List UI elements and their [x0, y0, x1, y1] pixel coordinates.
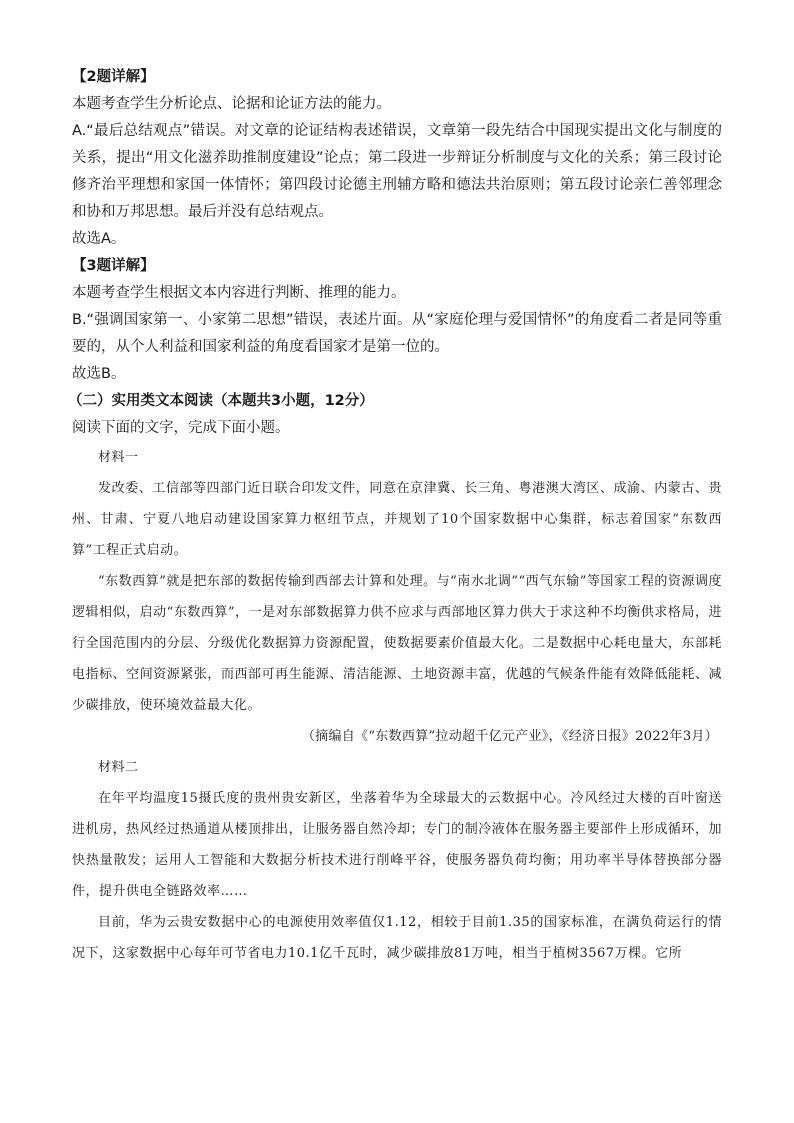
material2-paragraph-2: 目前，华为云贵安数据中心的电源使用效率值仅1.12，相较于目前1.35的国家标准，在满负荷运行的情况下，这家数据中心每年可节省电力10.1亿千瓦时，减少碳排放81万吨，相当于植树3567万棵。它所	[72, 915, 722, 961]
material2-paragraph-1: 在年平均温度15摄氏度的贵州贵安新区，坐落着华为全球最大的云数据中心。冷风经过大楼的百叶窗送进机房，热风经过热通道从楼顶排出，让服务器自然冷却；专门的制冷液体在服务器主要部件上形成循环，加快热量散发；运用人工智能和大数据分析技术进行削峰平谷，使服务器负荷均衡；用功率半导体替换部分器件，提升供电全链路效率……	[72, 791, 722, 899]
section-instruction: 阅读下面的文字，完成下面小题。	[72, 420, 290, 436]
document-body	[68, 64, 722, 969]
q2-intro: 本题考查学生分析论点、论据和论证方法的能力。	[72, 96, 391, 112]
q3-answer: 故选B。	[72, 366, 126, 382]
q2-heading: 【2题详解】	[72, 69, 155, 85]
material1-source: （摘编自《“东数西算”拉动超千亿元产业》，《经济日报》2022年3月）	[301, 729, 718, 744]
q3-analysis: B.“强调国家第一、小家第二思想”错误，表述片面。从“家庭伦理与爱国情怀”的角度看二者是同等重要的，从个人利益和国家利益的角度看国家才是第一位的。	[72, 312, 722, 355]
q2-analysis: A.“最后总结观点”错误。对文章的论证结构表述错误，文章第一段先结合中国现实提出文化与制度的关系，提出“用文化滋养助推制度建设”论点；第二段进一步辩证分析制度与文化的关系；第三段讨论修齐治平理想和家国一体情怀；第四段讨论德主刑辅方略和德法共治原则；第五段讨论亲仁善邻理念和协和万邦思想。最后并没有总结观点。	[72, 123, 722, 220]
material1-paragraph-2: “东数西算”就是把东部的数据传输到西部去计算和处理。与“南水北调”“西气东输”等国家工程的资源调度逻辑相似，启动“东数西算”，一是对东部数据算力供不应求与西部地区算力供大于求这种不均衡供求格局，进行全国范围内的分层、分级优化数据算力资源配置，使数据要素价值最大化。二是数据中心耗电量大，东部耗电指标、空间资源紧张，而西部可再生能源、清洁能源、土地资源丰富，优越的气候条件能有效降低能耗、减少碳排放，使环境效益最大化。	[72, 574, 722, 713]
q3-intro: 本题考查学生根据文本内容进行判断、推理的能力。	[72, 285, 406, 301]
q3-heading: 【3题详解】	[72, 258, 155, 274]
material1-title: 材料一	[98, 450, 139, 465]
material1-paragraph-1: 发改委、工信部等四部门近日联合印发文件，同意在京津冀、长三角、粤港澳大湾区、成渝、内蒙古、贵州、甘肃、宁夏八地启动建设国家算力枢纽节点，并规划了10个国家数据中心集群，标志着国家“东数西算”工程正式启动。	[72, 481, 722, 558]
material2-title: 材料二	[98, 760, 139, 775]
q2-answer: 故选A。	[72, 231, 126, 247]
section-title: （二）实用类文本阅读（本题共3小题，12分）	[68, 393, 374, 409]
